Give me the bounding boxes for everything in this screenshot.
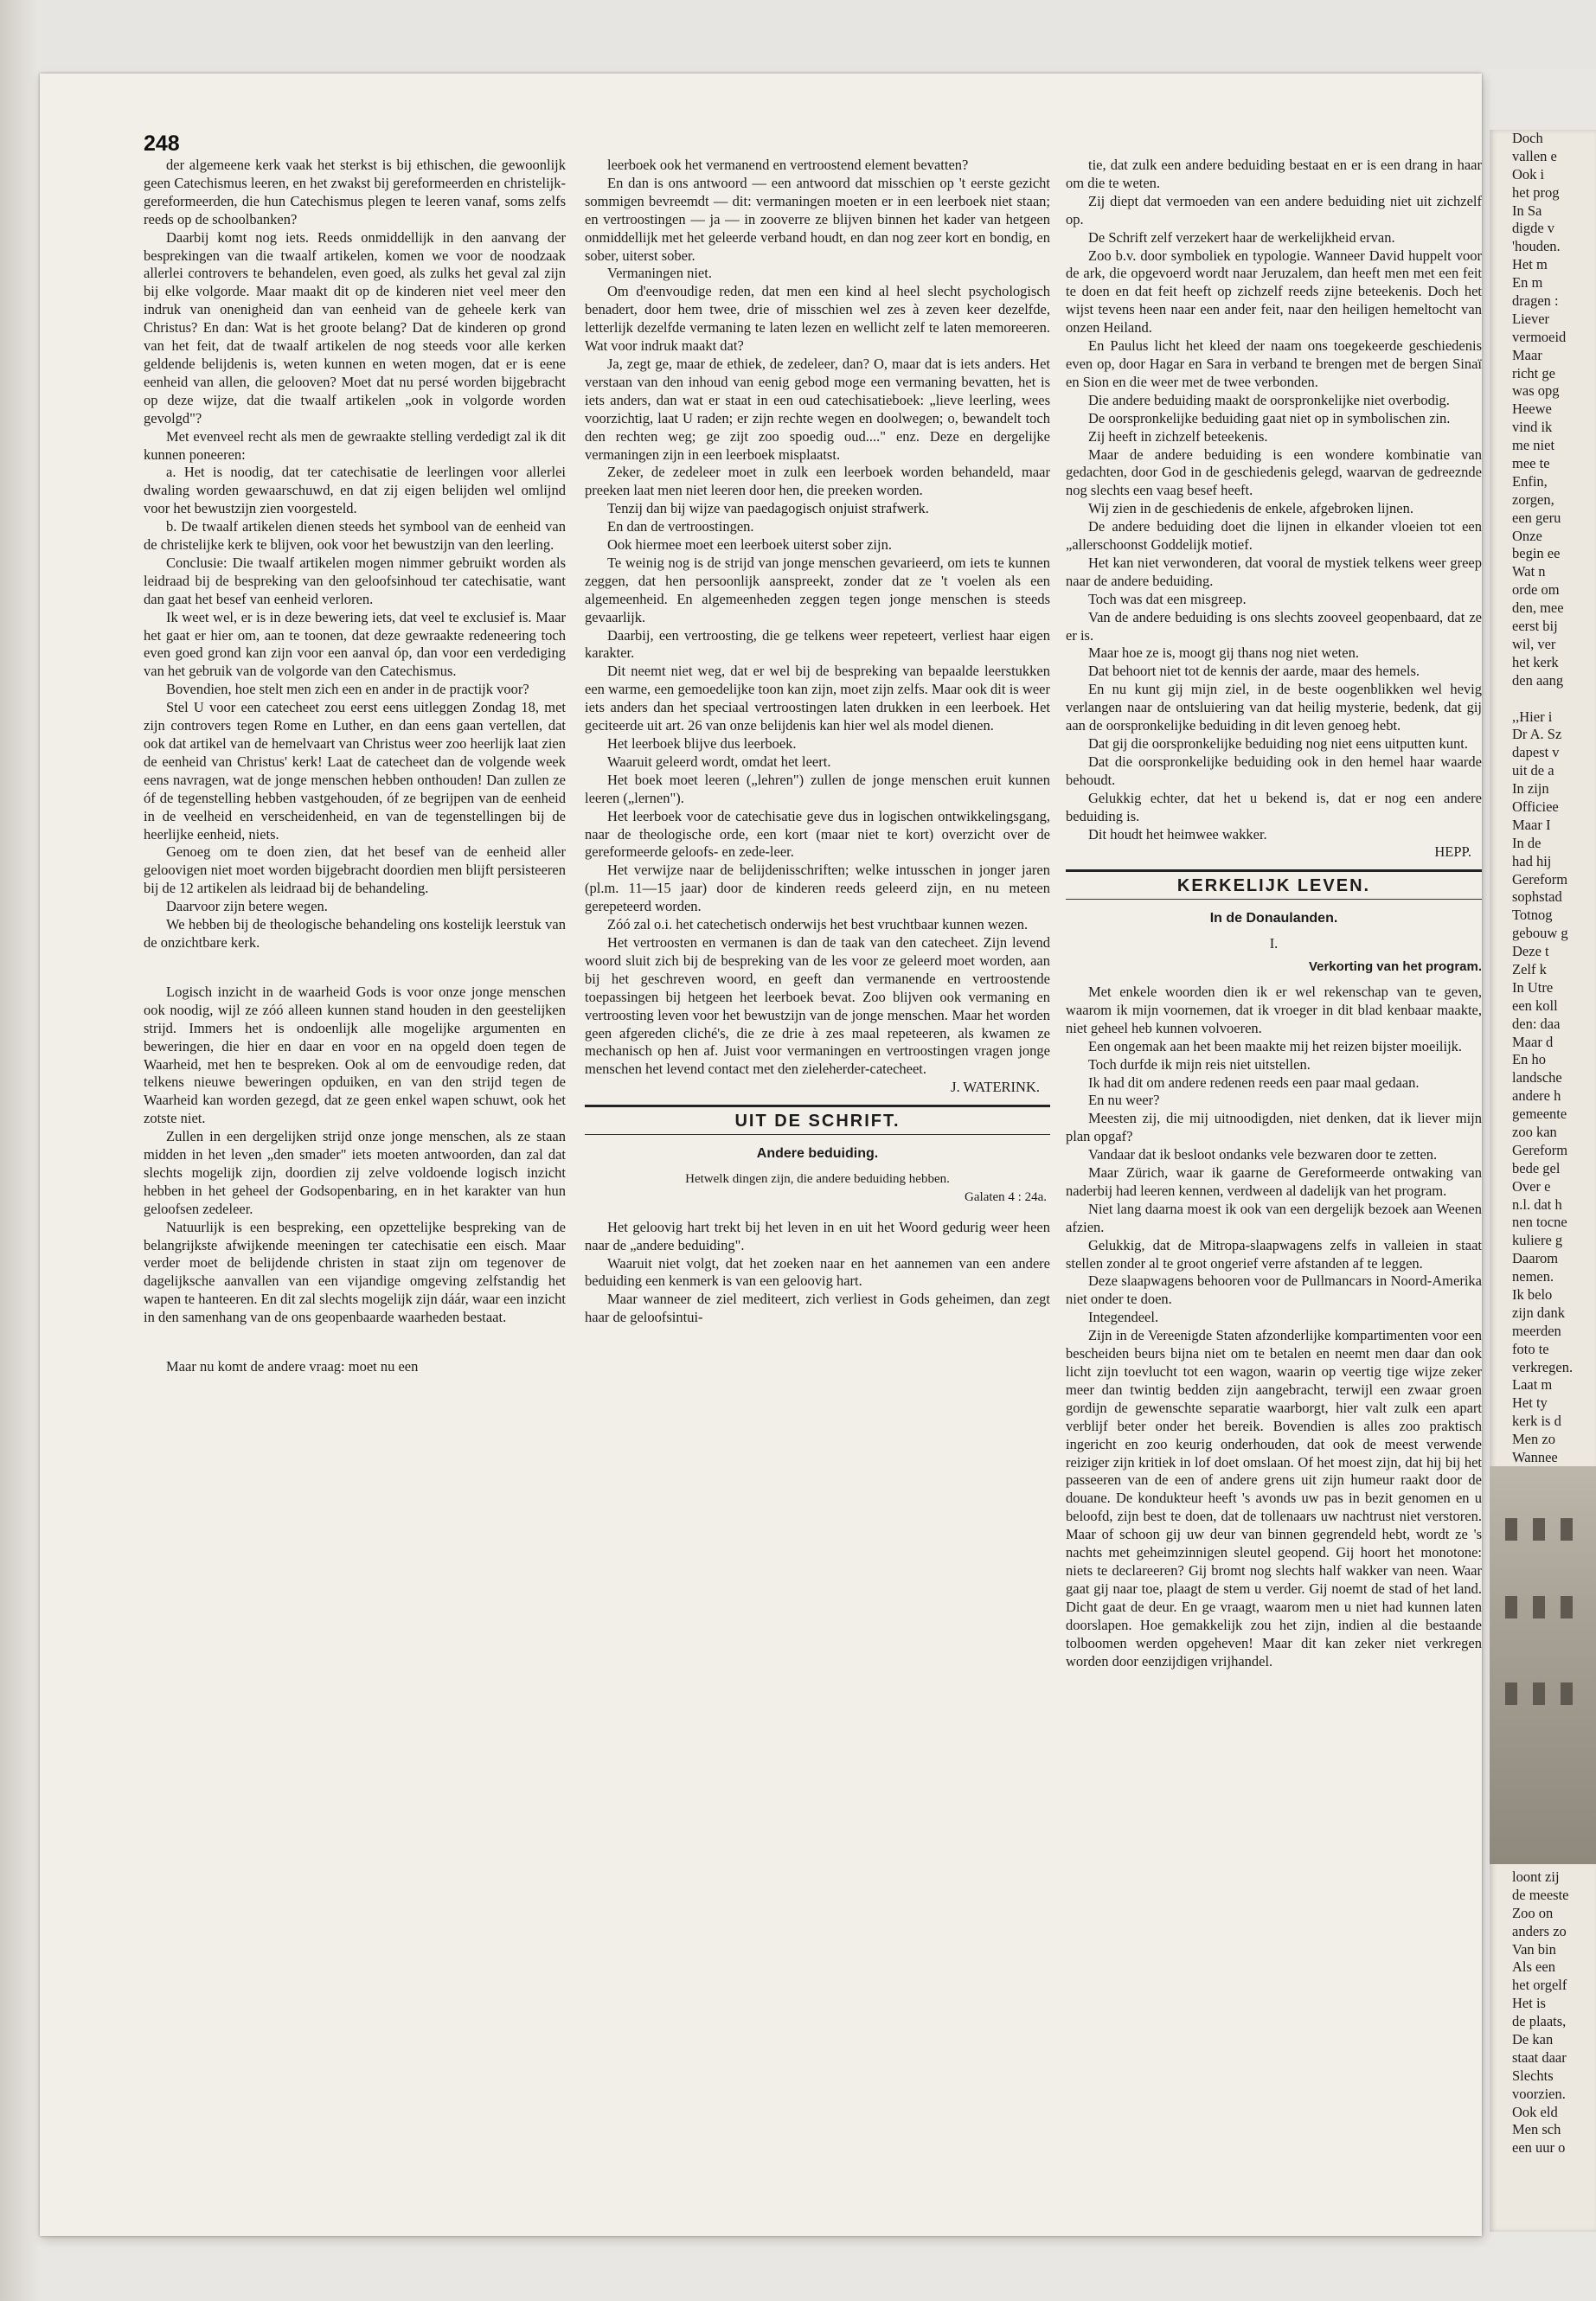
paragraph: Die andere beduiding maakt de oorspronkelijke niet overbodig. <box>1088 391 1450 408</box>
paragraph: Het vertroosten en vermanen is dan de taak van den catecheet. Zijn levend woord sluit zich bij de bespreking van de les voor ze geleerd moet worden, aan bij het geschreven woord, en geeft dan vermanende en vertroostende toepassingen bij hetgeen het leerboek bevat. Zoo blijven ook vermaning en vertroosting leven voor het bewustzijn van de jonge menschen. Maar het worden geen afgereden cliché's, die ze drie à zes maal repeteeren, als kwamen ze mechanisch op hen af. Juist voor vermaningen en vertroostingen vragen jonge menschen het levend contact met den zieleherder-catecheet. <box>585 933 1050 1078</box>
paragraph: Het leerboek voor de catechisatie geve dus in logischen ontwikkelingsgang, naar de theologische orde, een kort (maar niet te kort) overzicht over de gereformeerde geloofs- en zede-leer. <box>585 807 1050 861</box>
photo-window <box>1561 1682 1573 1705</box>
adjacent-text-line: Slechts <box>1512 2067 1554 2084</box>
photo-window <box>1533 1518 1545 1541</box>
adjacent-text-line: een koll <box>1512 997 1558 1014</box>
paragraph: Het geloovig hart trekt bij het leven in en uit het Woord gedurig weer heen naar de „andere beduiding". <box>585 1218 1050 1253</box>
paragraph: Conclusie: Die twaalf artikelen mogen nimmer gebruikt worden als leidraad bij de bespreking van den geloofsinhoud ter catechisatie, want dan gaat het besef van eenheid verloren. <box>144 554 566 607</box>
paragraph: De Schrift zelf verzekert haar de werkelijkheid ervan. <box>1088 228 1395 246</box>
adjacent-text-line: Maar d <box>1512 1033 1554 1050</box>
adjacent-text-line: Zelf k <box>1512 960 1547 977</box>
adjacent-text-line: Doch <box>1512 130 1543 146</box>
paragraph: Natuurlijk is een bespreking, een opzettelijke bespreking van de belangrijkste afwijkende meeningen ter catechisatie een eisch. Maar verder moet de belijdende christen in staat zijn om tegenover de dagelijksche aanvallen van een vijandige omgeving zelfstandig het wapen te hanteeren. En dit zal slechts mogelijk zijn dáár, waar een inzicht in den samenhang van de ons geopenbaarde waarheden bestaat. <box>144 1218 566 1326</box>
paragraph: Dit neemt niet weg, dat er wel bij de bespreking van bepaalde leerstukken een warme, een gemoedelijke toon kan zijn, moet zijn zelfs. Maar ook dit is weer iets anders dan het speciaal vertroostingen laten drukken in een leerboek. Het geciteerde uit art. 26 van onze belijdenis kan hier wel als model dienen. <box>585 663 1050 734</box>
author-signature: HEPP. <box>1434 843 1471 861</box>
adjacent-text-line: n.l. dat h <box>1512 1195 1562 1213</box>
adjacent-text-line: Het m <box>1512 256 1548 273</box>
photo-window <box>1533 1596 1545 1618</box>
adjacent-text-line: Heewe <box>1512 401 1552 418</box>
adjacent-text-line: Officiee <box>1512 798 1559 815</box>
photo-window <box>1505 1682 1517 1705</box>
adjacent-text-line: sophstad <box>1512 888 1562 906</box>
paragraph: Maar de andere beduiding is een wondere kombinatie van gedachten, door God in de geschiedenis gelegd, waarvan de gedreeznde nog slechts een vaag besef heeft. <box>1066 445 1482 499</box>
building-photograph <box>1490 1466 1596 1864</box>
part-number: I. <box>1269 935 1279 952</box>
paragraph: Het boek moet leeren („lehren") zullen de jonge menschen eruit kunnen leeren („lernen"). <box>585 771 1050 806</box>
adjacent-text-line: Maar I <box>1512 816 1551 833</box>
adjacent-page-edge <box>1490 130 1596 2232</box>
adjacent-text-line: kuliere g <box>1512 1232 1563 1249</box>
adjacent-text-line: kerk is d <box>1512 1413 1561 1430</box>
paragraph: Ja, zegt ge, maar de ethiek, de zedeleer, dan? O, maar dat is iets anders. Het verstaan van den inhoud van eenig gebod moge een vermaning bevatten, het is iets anders, dan wat er staat in een oud catechisatieboek: „lieve leerling, wees voorzichtig, laat U raden; er zijn rechte wegen en doolwegen; o, bewandelt toch den rechten weg; ge zijt zoo spoedig oud...." enz. Deze en dergelijke vermaningen zijn in een leerboek misplaatst. <box>585 355 1050 463</box>
adjacent-text-line: Over e <box>1512 1177 1551 1195</box>
paragraph: Meesten zij, die mij uitnoodigden, niet denken, dat ik liever mijn plan opgaf? <box>1066 1110 1482 1145</box>
paragraph: Dat gij die oorspronkelijke beduiding nog niet eens uitputten kunt. <box>1088 735 1469 752</box>
adjacent-text-line: Het is <box>1512 1995 1546 2012</box>
paragraph: der algemeene kerk vaak het sterkst is bij ethischen, die gewoonlijk geen Catechismus leeren, en het zwakst bij gereformeerden en christelijk-gereformeerden, die hun Catechismus plegen te leeren vanaf, soms zelfs reeds op de schoolbanken? <box>144 157 566 228</box>
adjacent-text-line: dragen : <box>1512 292 1559 310</box>
adjacent-text-line: verkregen. <box>1512 1358 1574 1375</box>
adjacent-page-text <box>1490 130 1596 1485</box>
paragraph: Daarvoor zijn betere wegen. <box>166 898 328 915</box>
adjacent-text-line: een geru <box>1512 509 1561 526</box>
section-rule <box>585 1105 1050 1107</box>
adjacent-text-line <box>1512 690 1596 708</box>
adjacent-text-line: 'houden. <box>1512 238 1561 255</box>
adjacent-text-line: was opg <box>1512 382 1560 400</box>
book-spine-shadow <box>0 0 40 2301</box>
adjacent-text-line: Als een <box>1512 1958 1555 1976</box>
paragraph: Het kan niet verwonderen, dat vooral de mystiek telkens weer greep naar de andere beduiding. <box>1066 554 1482 589</box>
paragraph: Waaruit geleerd wordt, omdat het leert. <box>607 753 831 770</box>
paragraph: Van de andere beduiding is ons slechts zooveel geopenbaard, dat ze er is. <box>1066 608 1482 644</box>
adjacent-text-line: In de <box>1512 834 1542 851</box>
adjacent-text-line: Ik belo <box>1512 1286 1553 1303</box>
adjacent-text-line: staat daar <box>1512 2048 1567 2066</box>
paragraph: Daarbij, een vertroosting, die ge telkens weer repeteert, verliest haar eigen karakter. <box>585 626 1050 662</box>
paragraph: We hebben bij de theologische behandeling ons kostelijk leerstuk van de onzichtbare kerk. <box>144 916 566 951</box>
paragraph: Genoeg om te doen zien, dat het besef van de eenheid aller geloovigen niet moet worden bijgebracht doordien men blijft persisteeren bij de 12 artikelen als leidraad bij de behandeling. <box>144 843 566 897</box>
adjacent-text-line: anders zo <box>1512 1922 1567 1939</box>
paragraph: Zijn in de Vereenigde Staten afzonderlijke kompartimenten voor een bescheiden beurs bijna niet om te betalen en neemt men daar dan ook licht zijn toevlucht tot een wagon, waarin op veertig tige wijze zeker meer dan twintig bedden zijn aangebracht, terwijl een zwaar groen gordijn de gewenschte separatie waarborgt, hier valt zulk een apart verblijf beter onder het bereik. Bovendien is alles zoo praktisch ingericht en zoo keurig onderhouden, dat ook de meest verwende reiziger zijn kritiek in lof doet omslaan. Of het moest zijn, dat hij bij het passeeren van de een of andere grens uit zijn humeur raakt door de douane. De kondukteur heeft 's avonds uw pas in bezit genomen en u beloofd, zijn best te doen, dat de tollenaars uw nachtrust niet verstoren. Maar of schoon gij uw deur van binnen gegrendeld hebt, wordt ze 's nachts met geheimzinnigen sleutel geopend. Gij hoort het monotone: niets te declareeren? Gij bromt nog slechts half wakker van neen. Waar gaat gij naar toe, plaagt de stem u verder. Gij noemt de stad of het land. Dicht gaat de deur. En ge vraagt, waarom men u niet had kunnen laten doorslapen. Hoe gemakkelijk zou het zijn, indien al die bestaande tolboomen werden opgeheven! Maar dit kan zeker niet verkregen worden door eenzijdigen vrijhandel. <box>1066 1327 1482 1670</box>
adjacent-text-line: richt ge <box>1512 364 1555 381</box>
adjacent-text-line: Onze <box>1512 527 1542 544</box>
adjacent-text-line: landsche <box>1512 1069 1562 1086</box>
adjacent-text-line: den aang <box>1512 671 1564 689</box>
adjacent-text-line: ,,Hier i <box>1512 708 1553 725</box>
scripture-motto: Hetwelk dingen zijn, die andere beduiding hebben. <box>685 1171 950 1186</box>
adjacent-text-line: het orgelf <box>1512 1977 1567 1994</box>
section-heading: UIT DE SCHRIFT. <box>734 1112 901 1131</box>
paragraph: b. De twaalf artikelen dienen steeds het symbool van de eenheid van de christelijke kerk te blijven, ook voor het bewustzijn van den leerling. <box>144 518 566 554</box>
paragraph: Met evenveel recht als men de gewraakte stelling verdedigt zal ik dit kunnen poneeren: <box>144 427 566 463</box>
adjacent-text-line: den: daa <box>1512 1015 1561 1032</box>
section-rule <box>585 1134 1050 1135</box>
adjacent-text-line: zijn dank <box>1512 1304 1565 1321</box>
adjacent-text-line: de meeste <box>1512 1886 1569 1903</box>
photo-window <box>1533 1682 1545 1705</box>
scan-background <box>0 0 1596 69</box>
paragraph: Integendeel. <box>1088 1309 1159 1326</box>
adjacent-text-line: Laat m <box>1512 1376 1553 1394</box>
adjacent-text-line: In Utre <box>1512 978 1554 996</box>
adjacent-text-line: Enfin, <box>1512 472 1548 490</box>
photo-window <box>1561 1518 1573 1541</box>
adjacent-text-line: Liever <box>1512 310 1550 327</box>
paragraph: Ik had dit om andere redenen reeds een paar maal gedaan. <box>1088 1074 1420 1091</box>
adjacent-text-line: Ook eld <box>1512 2103 1558 2120</box>
adjacent-text-line: gemeente <box>1512 1106 1567 1123</box>
paragraph: Dat die oorspronkelijke beduiding ook in den hemel haar waarde behoudt. <box>1066 753 1482 788</box>
adjacent-text-line: een uur o <box>1512 2139 1566 2157</box>
paragraph: tie, dat zulk een andere beduiding bestaat en er is een drang in haar om die te weten. <box>1066 157 1482 191</box>
paragraph: Gelukkig echter, dat het u bekend is, dat er nog een andere beduiding is. <box>1066 789 1482 824</box>
adjacent-text-line: het prog <box>1512 183 1560 201</box>
adjacent-text-line: begin ee <box>1512 545 1561 562</box>
paragraph: leerboek ook het vermanend en vertroostend element bevatten? <box>607 157 969 173</box>
adjacent-page-text <box>1490 1868 1569 2157</box>
photo-window <box>1505 1596 1517 1618</box>
paragraph: Ik weet wel, er is in deze bewering iets, dat veel te exclusief is. Maar het gaat er hier om, aan te toonen, dat deze gewraakte redeneering toch even goed grond kan zijn voor een aanval óp, dan voor een verdediging van het gebruik van de volgorde van den Catechismus. <box>144 608 566 680</box>
paragraph: Daarbij komt nog iets. Reeds onmiddellijk in den aanvang der besprekingen van die twaalf artikelen, komen we voor de noodzaak allerlei controvers te behandelen, even goed, als zulks het geval zal zijn bij elke volgorde. Maar maakt dit op de kinderen niet veel meer den indruk van onenigheid dan van eenheid van de geheele kerk van Christus? En dan: Wat is het groote belang? Dat de kinderen op grond van het feit, dat de twaalf artikelen de nog steeds voor alle kerken geldende belijdenis is, weten kunnen en weten mogen, dat er is eene eenheid van allen, die gelooven? Moet dat nu persé worden bijgebracht op deze wijze, dat die twaalf artikelen „ook in volgorde worden gevolgd"? <box>144 228 566 426</box>
adjacent-text-line: meerden <box>1512 1322 1561 1339</box>
paragraph: En dan is ons antwoord — een antwoord dat misschien op 't eerste gezicht sommigen bevreemdt — dit: vermaningen moeten er in een leerboek niet staan; en vertroostingen — ja — in zooverre ze blijven binnen het kader van hetgeen onmiddellijk met het geleerde verband houdt, en dan nog zeer kort en bondig, en sober, uiterst sober. <box>585 174 1050 264</box>
column-1 <box>144 157 566 2206</box>
adjacent-text-line: digde v <box>1512 220 1555 237</box>
paragraph: En Paulus licht het kleed der naam ons toegekeerde geschiedenis even op, door Hagar en Sara in verband te brengen met de bergen Sinaï en Sion en die weer met de twee verbonden. <box>1066 337 1482 390</box>
paragraph: De andere beduiding doet die lijnen in elkander vloeien tot een „allerschoonst Goddelijk motief. <box>1066 518 1482 554</box>
adjacent-text-line: Ook i <box>1512 165 1545 183</box>
adjacent-text-line: nen tocne <box>1512 1214 1567 1231</box>
section-rule <box>1066 899 1482 900</box>
paragraph: Zij heeft in zichzelf beteekenis. <box>1088 427 1268 445</box>
paragraph: Dit houdt het heimwee wakker. <box>1088 825 1267 843</box>
paragraph: Maar nu komt de andere vraag: moet nu een <box>166 1358 419 1375</box>
adjacent-text-line: eerst bij <box>1512 618 1558 635</box>
adjacent-text-line: vermoeid <box>1512 328 1567 345</box>
adjacent-text-line: Deze t <box>1512 943 1549 960</box>
paragraph: Stel U voor een catecheet zou eerst eens uitleggen Zondag 18, met zijn controvers tegen Rome en Luther, en dan eens gaan vertellen, dat ook dat artikel van de hemelvaart van Christus weer zoo heerlijk laat zien de eenheid van Christus' kerk! Laat de catecheet dan de volgende week eens navragen, wat de jonge menschen hebben onthouden! Dan zullen ze óf de tegenstelling hebben vastgehouden, óf ze begrijpen van de eenheid in de veelheid en verscheidenheid, en van de tegenstellingen bij de heerlijke eenheid, niets. <box>144 699 566 843</box>
adjacent-text-line: dapest v <box>1512 744 1560 761</box>
adjacent-text-line: loont zij <box>1512 1868 1560 1885</box>
paragraph: Waaruit niet volgt, dat het zoeken naar en het aannemen van een andere beduiding een kenmerk is van een geloovig hart. <box>585 1254 1050 1290</box>
adjacent-text-line: orde om <box>1512 581 1560 599</box>
adjacent-text-line: nemen. <box>1512 1268 1554 1285</box>
adjacent-text-line: En m <box>1512 274 1543 292</box>
paragraph: Maar Zürich, waar ik gaarne de Gereformeerde ontwaking van naderbij had leeren kennen, verdween al dadelijk van het program. <box>1066 1164 1482 1199</box>
adjacent-text-line: had hij <box>1512 852 1552 869</box>
adjacent-text-line: zorgen, <box>1512 490 1554 508</box>
adjacent-text-line: het kerk <box>1512 653 1559 670</box>
adjacent-text-line: voorzien. <box>1512 2085 1566 2102</box>
paragraph: En dan de vertroostingen. <box>607 518 754 535</box>
section-gap <box>144 952 566 984</box>
paragraph: Niet lang daarna moest ik ook van een dergelijk bezoek aan Weenen afzien. <box>1066 1200 1482 1235</box>
adjacent-text-line: Wannee <box>1512 1449 1558 1466</box>
paragraph: Vandaar dat ik besloot ondanks vele bezwaren door te zetten. <box>1088 1146 1438 1163</box>
paragraph: Het leerboek blijve dus leerboek. <box>607 735 797 752</box>
adjacent-text-line: De kan <box>1512 2031 1554 2048</box>
paragraph: Bovendien, hoe stelt men zich een en ander in de practijk voor? <box>166 681 529 698</box>
article-subtitle: Verkorting van het program. <box>1308 959 1482 975</box>
column-2 <box>585 157 1050 2206</box>
adjacent-text-line: Daarom <box>1512 1250 1559 1267</box>
paragraph: Wij zien in de geschiedenis de enkele, afgebroken lijnen. <box>1088 500 1413 517</box>
photo-window <box>1561 1596 1573 1618</box>
adjacent-text-line: gebouw g <box>1512 925 1568 942</box>
adjacent-text-line: Het ty <box>1512 1394 1548 1412</box>
paragraph: Zullen in een dergelijken strijd onze jonge menschen, als ze staan midden in het leven „den smader" iets moeten antwoorden, dan zal dat slechts mogelijk zijn, doordien zij zelve voldoende logisch inzicht hebben in het geheel der Godsopenbaring, en in het karakter van hun geloofsen zedeleer. <box>144 1128 566 1217</box>
photo-window <box>1505 1518 1517 1541</box>
paragraph: Maar hoe ze is, moogt gij thans nog niet weten. <box>1088 644 1359 662</box>
paragraph: Vermaningen niet. <box>607 265 712 282</box>
paragraph: Te weinig nog is de strijd van jonge menschen gevarieerd, om iets te kunnen zeggen, dat hen persoonlijk aanspreekt, zonder dat ze 't voelen als een algemeenheid. En algemeenheden zeggen tegen jonge menschen is steeds gevaarlijk. <box>585 554 1050 625</box>
adjacent-text-line: Men zo <box>1512 1431 1555 1448</box>
section-rule <box>1066 869 1482 872</box>
paragraph: Gelukkig, dat de Mitropa-slaapwagens zelfs in valleien in staat stellen zonder al te groot ongerief verre afstanden af te leggen. <box>1066 1236 1482 1272</box>
paragraph: Met enkele woorden dien ik er wel rekenschap van te geven, waarom ik mijn voornemen, dat ik vroeger in dit blad kenbaar maakte, niet geheel heb kunnen volvoeren. <box>1066 983 1482 1036</box>
paragraph: Deze slaapwagens behooren voor de Pullmancars in Noord-Amerika niet onder te doen. <box>1066 1272 1482 1308</box>
adjacent-text-line: Gereform <box>1512 870 1568 888</box>
paragraph: Zóó zal o.i. het catechetisch onderwijs het best vruchtbaar kunnen wezen. <box>607 916 1029 933</box>
section-heading: KERKELIJK LEVEN. <box>1176 876 1371 896</box>
paragraph: En nu kunt gij mijn ziel, in de beste oogenblikken wel hevig verlangen naar de ontsluiering van dat heilig mysterie, bedenk, dat gij aan de oorspronkelijke beduiding in dit leven genoeg hebt. <box>1066 681 1482 734</box>
paragraph: En nu weer? <box>1088 1092 1160 1109</box>
adjacent-text-line: Men sch <box>1512 2121 1561 2138</box>
adjacent-text-line: andere h <box>1512 1087 1561 1105</box>
paragraph: Tenzij dan bij wijze van paedagogisch onjuist strafwerk. <box>607 500 929 517</box>
paragraph: De oorspronkelijke beduiding gaat niet op in symbolischen zin. <box>1088 409 1451 426</box>
adjacent-text-line: Zoo on <box>1512 1904 1554 1921</box>
page-number: 248 <box>144 131 180 156</box>
paragraph: Om d'eenvoudige reden, dat men een kind al heel slecht psychologisch benadert, door hem twee, drie of misschien wel zes à zeven keer dezelfde, letterlijk dezelfde vermaning te laten lezen en wellicht zelf te laten memoreeren. Wat voor indruk maakt dat? <box>585 283 1050 355</box>
adjacent-text-line: Gereform <box>1512 1141 1568 1158</box>
adjacent-text-line: Wat n <box>1512 563 1546 580</box>
paragraph: Logisch inzicht in de waarheid Gods is voor onze jonge menschen ook noodig, wijl ze zóó alleen kunnen stand houden in den geestelijken strijd. Immers het is ondoenlijk alle mogelijke argumenten en beweringen, die hier en daar en voor en na opgeld doen tegen de Waarheid, met hen te bespreken. Ook al om de eenvoudige reden, dat telkens nieuwe beweringen opduiken, en van den strijd tegen de Waarheid kan worden gezegd, dat ze geen enkel wapen schuwt, ook het zotste niet. <box>144 983 566 1127</box>
adjacent-text-line: bede gel <box>1512 1159 1561 1176</box>
adjacent-text-line: uit de a <box>1512 762 1554 779</box>
paragraph: Zoo b.v. door symboliek en typologie. Wanneer David huppelt voor de ark, die opgevoerd wordt naar Jeruzalem, dan heeft men met een feit te doen en dat feit heeft op zichzelf reeds zijne beteekenis. Doch het wijst tevens heen naar een ander feit, naar den heiligen hemeltocht van onzen Heiland. <box>1066 247 1482 336</box>
column-3 <box>1066 157 1482 2206</box>
adjacent-text-line: wil, ver <box>1512 635 1556 652</box>
newspaper-page <box>40 74 1482 2236</box>
scripture-reference: Galaten 4 : 24a. <box>965 1189 1047 1204</box>
paragraph: Zeker, de zedeleer moet in zulk een leerboek worden behandeld, maar preeken laat men niet leeren door hen, die preeken worden. <box>585 464 1050 499</box>
adjacent-text-line: Totnog <box>1512 907 1553 924</box>
author-signature: J. WATERINK. <box>951 1079 1040 1096</box>
paragraph: Ook hiermee moet een leerboek uiterst sober zijn. <box>607 536 892 554</box>
adjacent-text-line: In zijn <box>1512 780 1549 798</box>
paragraph: Het verwijze naar de belijdenisschriften; welke intusschen in jonger jaren (pl.m. 11—15 jaar) door de kinderen reeds geleerd zijn, en nu meteen gerepeteerd worden. <box>585 862 1050 915</box>
section-gap <box>144 1327 566 1358</box>
adjacent-text-line: vind ik <box>1512 419 1553 436</box>
paragraph: Zij diept dat vermoeden van een andere beduiding niet uit zichzelf op. <box>1066 192 1482 228</box>
adjacent-text-line: En ho <box>1512 1051 1546 1068</box>
adjacent-text-line: foto te <box>1512 1340 1549 1357</box>
article-title: In de Donaulanden. <box>1209 911 1338 926</box>
adjacent-text-line: Van bin <box>1512 1940 1556 1958</box>
adjacent-text-line: zoo kan <box>1512 1123 1557 1140</box>
adjacent-text-line: mee te <box>1512 455 1550 472</box>
article-title: Andere beduiding. <box>756 1146 879 1162</box>
paragraph: Maar wanneer de ziel mediteert, zich verliest in Gods geheimen, dan zegt haar de geloofsintui- <box>585 1291 1050 1326</box>
paragraph: Toch durfde ik mijn reis niet uitstellen. <box>1088 1055 1311 1073</box>
adjacent-text-line: me niet <box>1512 437 1555 454</box>
paragraph: Dat behoort niet tot de kennis der aarde, maar des hemels. <box>1088 663 1420 680</box>
paragraph: Een ongemak aan het been maakte mij het reizen bijster moeilijk. <box>1088 1037 1463 1054</box>
paragraph: a. Het is noodig, dat ter catechisatie de leerlingen voor allerlei dwaling worden gewaarschuwd, en dat zij eigen belijden wel omlijnd voor het bewustzijn zien voorgesteld. <box>144 464 566 517</box>
adjacent-text-line: Dr A. Sz <box>1512 726 1562 743</box>
adjacent-text-line: de plaats, <box>1512 2013 1567 2030</box>
paragraph: Toch was dat een misgreep. <box>1088 590 1247 607</box>
adjacent-text-line: In Sa <box>1512 202 1542 219</box>
adjacent-text-line: Maar <box>1512 346 1542 363</box>
adjacent-text-line: vallen e <box>1512 147 1557 164</box>
adjacent-text-line: den, mee <box>1512 599 1564 617</box>
